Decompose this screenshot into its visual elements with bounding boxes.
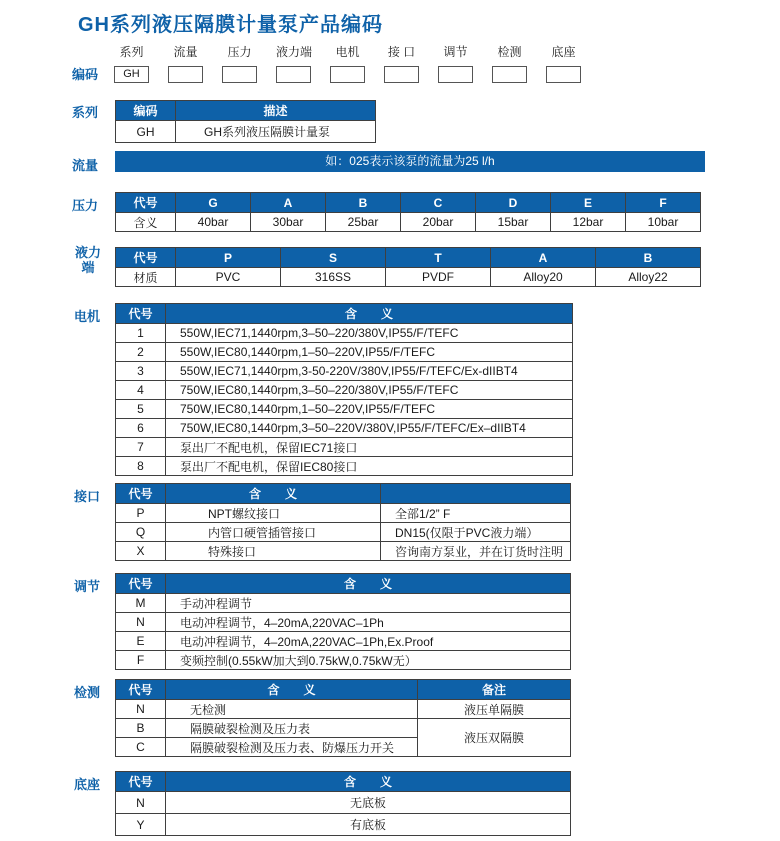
liquid-end-section-label bbox=[68, 245, 108, 275]
coding-field-motor bbox=[330, 43, 365, 83]
motor-header-code: 代号 bbox=[116, 304, 166, 324]
detection-desc-cell: 隔膜破裂检测及压力表、防爆压力开关 bbox=[166, 738, 418, 757]
adjustment-code-cell: M bbox=[116, 594, 166, 613]
page-title: GH系列液压隔膜计量泵产品编码 bbox=[78, 14, 383, 36]
motor-header-meaning: 含 义 bbox=[166, 304, 573, 324]
adjustment-section-label: 调节 bbox=[74, 579, 101, 594]
coding-field-label: 底座 bbox=[551, 45, 576, 59]
motor-desc-cell: 550W,IEC71,1440rpm,3–50–220/380V,IP55/F/TEFC bbox=[166, 324, 573, 343]
motor-code-cell: 6 bbox=[116, 419, 166, 438]
adjustment-desc-cell: 电动冲程调节，4–20mA,220VAC–1Ph,Ex.Proof bbox=[166, 632, 571, 651]
base-desc-cell: 有底板 bbox=[166, 814, 571, 836]
coding-fields bbox=[114, 43, 581, 83]
coding-field-box bbox=[384, 66, 419, 83]
motor-desc-cell: 750W,IEC80,1440rpm,3–50–220/380V,IP55/F/TEFC bbox=[166, 381, 573, 400]
pressure-code-header: D bbox=[476, 193, 551, 213]
liquid-end-value-cell: PVC bbox=[176, 268, 281, 287]
pressure-code-header: B bbox=[326, 193, 401, 213]
coding-field-box bbox=[330, 66, 365, 83]
pressure-code-header: E bbox=[551, 193, 626, 213]
series-code-cell: GH bbox=[116, 121, 176, 143]
motor-desc-cell: 泵出厂不配电机，保留IEC71接口 bbox=[166, 438, 573, 457]
adjustment-desc-cell: 手动冲程调节 bbox=[166, 594, 571, 613]
pressure-section-label: 压力 bbox=[72, 198, 99, 213]
coding-field-base bbox=[546, 43, 581, 83]
coding-field-label: 系列 bbox=[119, 45, 144, 59]
detection-desc-cell: 无检测 bbox=[166, 700, 418, 719]
coding-field-label: 电机 bbox=[335, 45, 360, 59]
pressure-code-header: G bbox=[176, 193, 251, 213]
motor-desc-cell: 泵出厂不配电机，保留IEC80接口 bbox=[166, 457, 573, 476]
interface-note-cell: 咨询南方泵业，并在订货时注明 bbox=[381, 542, 571, 561]
coding-field-label: 液力端 bbox=[276, 45, 313, 59]
coding-field-adjustment bbox=[438, 43, 473, 83]
pressure-table bbox=[115, 192, 701, 232]
liquid-end-value-cell: PVDF bbox=[386, 268, 491, 287]
pressure-code-header: C bbox=[401, 193, 476, 213]
coding-field-pressure bbox=[222, 43, 257, 83]
series-table bbox=[115, 100, 376, 143]
detection-note-single-cell: 液压单隔膜 bbox=[418, 700, 571, 719]
coding-field-box: GH bbox=[114, 66, 149, 83]
detection-header-note: 备注 bbox=[418, 680, 571, 700]
coding-field-label: 流量 bbox=[173, 45, 198, 59]
coding-field-interface bbox=[384, 43, 419, 83]
detection-section-label: 检测 bbox=[74, 685, 101, 700]
interface-header-blank bbox=[381, 484, 571, 504]
coding-row-label: 编码 bbox=[72, 67, 99, 82]
detection-table bbox=[115, 679, 571, 757]
pressure-row-label: 含义 bbox=[116, 213, 176, 232]
motor-desc-cell: 550W,IEC80,1440rpm,1–50–220V,IP55/F/TEFC bbox=[166, 343, 573, 362]
interface-code-cell: X bbox=[116, 542, 166, 561]
liquid-end-row-label: 材质 bbox=[116, 268, 176, 287]
interface-note-cell: 全部1/2” F bbox=[381, 504, 571, 523]
motor-code-cell: 8 bbox=[116, 457, 166, 476]
interface-header-code: 代号 bbox=[116, 484, 166, 504]
liquid-end-table bbox=[115, 247, 701, 287]
adjustment-code-cell: F bbox=[116, 651, 166, 670]
adjustment-desc-cell: 电动冲程调节，4–20mA,220VAC–1Ph bbox=[166, 613, 571, 632]
series-header-code: 编码 bbox=[116, 101, 176, 121]
liquid-end-corner-header: 代号 bbox=[116, 248, 176, 268]
motor-desc-cell: 750W,IEC80,1440rpm,1–50–220V,IP55/F/TEFC bbox=[166, 400, 573, 419]
liquid-end-value-cell: 316SS bbox=[281, 268, 386, 287]
liquid-end-code-header: A bbox=[491, 248, 596, 268]
pressure-code-header: A bbox=[251, 193, 326, 213]
coding-field-box bbox=[438, 66, 473, 83]
liquid-end-value-cell: Alloy20 bbox=[491, 268, 596, 287]
liquid-end-code-header: T bbox=[386, 248, 491, 268]
pressure-value-cell: 20bar bbox=[401, 213, 476, 232]
coding-field-detection bbox=[492, 43, 527, 83]
liquid-end-code-header: S bbox=[281, 248, 386, 268]
coding-field-box bbox=[492, 66, 527, 83]
coding-field-label: 压力 bbox=[227, 45, 252, 59]
interface-code-cell: Q bbox=[116, 523, 166, 542]
coding-field-label: 检测 bbox=[497, 45, 522, 59]
coding-field-box bbox=[222, 66, 257, 83]
detection-code-cell: B bbox=[116, 719, 166, 738]
detection-note-double-cell: 液压双隔膜 bbox=[418, 719, 571, 757]
interface-desc-cell: 内管口硬管插管接口 bbox=[166, 523, 381, 542]
base-header-meaning: 含 义 bbox=[166, 772, 571, 792]
interface-code-cell: P bbox=[116, 504, 166, 523]
adjustment-code-cell: N bbox=[116, 613, 166, 632]
adjustment-code-cell: E bbox=[116, 632, 166, 651]
motor-code-cell: 5 bbox=[116, 400, 166, 419]
motor-code-cell: 7 bbox=[116, 438, 166, 457]
motor-code-cell: 3 bbox=[116, 362, 166, 381]
base-code-cell: Y bbox=[116, 814, 166, 836]
flow-section-label: 流量 bbox=[72, 158, 99, 173]
coding-field-box bbox=[276, 66, 311, 83]
base-code-cell: N bbox=[116, 792, 166, 814]
detection-header-code: 代号 bbox=[116, 680, 166, 700]
liquid-end-code-header: P bbox=[176, 248, 281, 268]
interface-header-meaning: 含 义 bbox=[166, 484, 381, 504]
motor-table bbox=[115, 303, 573, 476]
base-header-code: 代号 bbox=[116, 772, 166, 792]
interface-desc-cell: 特殊接口 bbox=[166, 542, 381, 561]
motor-code-cell: 2 bbox=[116, 343, 166, 362]
pressure-value-cell: 15bar bbox=[476, 213, 551, 232]
motor-desc-cell: 550W,IEC71,1440rpm,3-50-220V/380V,IP55/F/TEFC/Ex-dIIBT4 bbox=[166, 362, 573, 381]
adjustment-header-meaning: 含 义 bbox=[166, 574, 571, 594]
base-desc-cell: 无底板 bbox=[166, 792, 571, 814]
detection-code-cell: N bbox=[116, 700, 166, 719]
pressure-value-cell: 12bar bbox=[551, 213, 626, 232]
coding-field-label: 接 口 bbox=[387, 45, 416, 59]
pressure-corner-header: 代号 bbox=[116, 193, 176, 213]
interface-table bbox=[115, 483, 571, 561]
base-section-label: 底座 bbox=[74, 777, 101, 792]
coding-field-flow bbox=[168, 43, 203, 83]
adjustment-desc-cell: 变频控制(0.55kW加大到0.75kW,0.75kW无） bbox=[166, 651, 571, 670]
coding-field-box bbox=[546, 66, 581, 83]
motor-code-cell: 4 bbox=[116, 381, 166, 400]
motor-section-label: 电机 bbox=[74, 309, 101, 324]
interface-note-cell: DN15(仅限于PVC液力端） bbox=[381, 523, 571, 542]
liquid-end-code-header: B bbox=[596, 248, 701, 268]
motor-code-cell: 1 bbox=[116, 324, 166, 343]
liquid-end-label-line1: 液力 bbox=[74, 245, 101, 260]
interface-section-label: 接口 bbox=[74, 489, 101, 504]
pressure-code-header: F bbox=[626, 193, 701, 213]
liquid-end-label-line2: 端 bbox=[81, 260, 95, 275]
coding-field-label: 调节 bbox=[443, 45, 468, 59]
motor-desc-cell: 750W,IEC80,1440rpm,3–50–220V/380V,IP55/F/TEFC/Ex–dIIBT4 bbox=[166, 419, 573, 438]
adjustment-table bbox=[115, 573, 571, 670]
pressure-value-cell: 25bar bbox=[326, 213, 401, 232]
interface-desc-cell: NPT螺纹接口 bbox=[166, 504, 381, 523]
liquid-end-value-cell: Alloy22 bbox=[596, 268, 701, 287]
adjustment-header-code: 代号 bbox=[116, 574, 166, 594]
detection-header-meaning: 含 义 bbox=[166, 680, 418, 700]
coding-field-liquid-end bbox=[276, 43, 311, 83]
detection-code-cell: C bbox=[116, 738, 166, 757]
detection-desc-cell: 隔膜破裂检测及压力表 bbox=[166, 719, 418, 738]
pressure-value-cell: 30bar bbox=[251, 213, 326, 232]
base-table bbox=[115, 771, 571, 836]
pressure-value-cell: 40bar bbox=[176, 213, 251, 232]
flow-note-bar: 如：025表示该泵的流量为25 l/h bbox=[115, 151, 705, 172]
series-header-desc: 描述 bbox=[176, 101, 376, 121]
series-section-label: 系列 bbox=[72, 105, 99, 120]
coding-field-box bbox=[168, 66, 203, 83]
coding-field-series bbox=[114, 43, 149, 83]
series-desc-cell: GH系列液压隔膜计量泵 bbox=[176, 121, 376, 143]
pressure-value-cell: 10bar bbox=[626, 213, 701, 232]
